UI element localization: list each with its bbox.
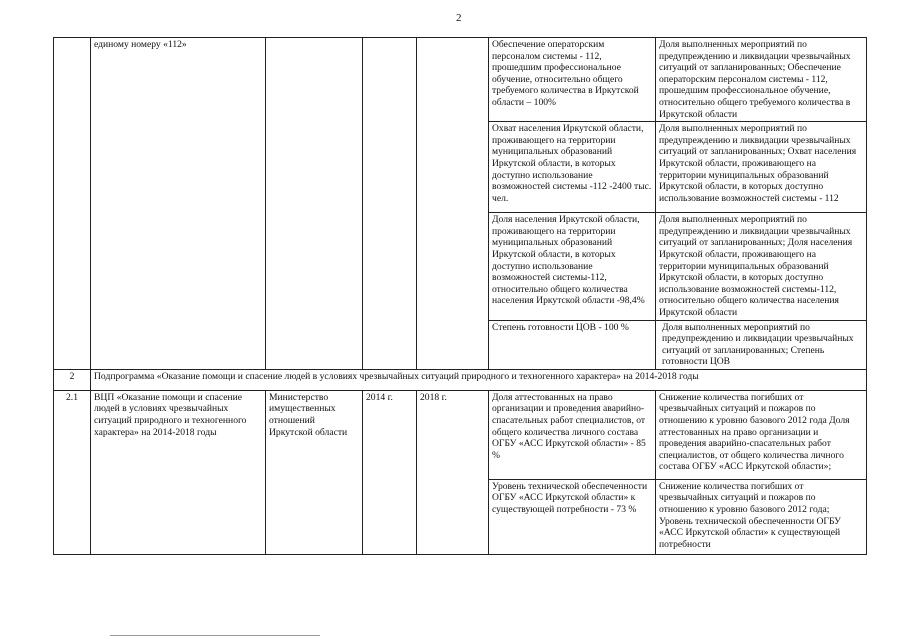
indicator-cell: Доля населения Иркутской области, проживающего на территории муниципальных образований Иркутской области, в которых доступно использование возможностей системы-112, относительно общего количества населения Иркутской области -98,4% [489,213,656,320]
indicator-cell: Доля аттестованных на право организации и проведения аварийно-спасательных работ специалистов, от общего количества личного состава ОГБУ «АСС Иркутской области» - 85 % [489,390,656,479]
subprogram-title-cell: Подпрограмма «Оказание помощи и спасение людей в условиях чрезвычайных ситуаций природного и техногенного характера» на 2014-2018 годы [91,369,867,390]
indicator-cell: Уровень технической обеспеченности ОГБУ «АСС Иркутской области» к существующей потребности - 73 % [489,479,656,554]
measure-name-cell: единому номеру «112» [91,38,266,370]
program-table [53,37,867,555]
start-cell [363,38,417,370]
table-row [54,38,867,122]
result-cell: Доля выполненных мероприятий по предупреждению и ликвидации чрезвычайных ситуаций от запланированных; Доля населения Иркутской области, проживающего на территории муниципальных образований Иркутской области, в которых доступно использование возможностей системы-112, относительно общего количества населения Иркутской области [656,213,867,320]
table-row [54,390,867,479]
result-cell: Доля выполненных мероприятий по предупреждению и ликвидации чрезвычайных ситуаций от запланированных; Степень готовности ЦОВ [656,320,867,369]
executor-cell [266,38,363,370]
end-cell: 2018 г. [417,390,489,554]
row-number-cell: 2.1 [54,390,91,554]
executor-cell: Министерство имущественных отношений Иркутской области [266,390,363,554]
scan-artifact [110,635,320,639]
result-cell: Снижение количества погибших от чрезвычайных ситуаций и пожаров по отношению к уровню базового 2012 года Доля аттестованных на право организации и проведения аварийно-спасательных работ специалистов, от общего количества личного состава ОГБУ «АСС Иркутской области»; [656,390,867,479]
end-cell [417,38,489,370]
page-number: 2 [456,12,462,24]
result-cell: Снижение количества погибших от чрезвычайных ситуаций и пожаров по отношению к уровню базового 2012 года; Уровень технической обеспеченности ОГБУ «АСС Иркутской области» к существующей потребности [656,479,867,554]
indicator-cell: Степень готовности ЦОВ - 100 % [489,320,656,369]
table-row [54,369,867,390]
result-cell: Доля выполненных мероприятий по предупреждению и ликвидации чрезвычайных ситуаций от запланированных; Обеспечение операторским персоналом системы - 112, прошедшим профессиональное обучение, относительно общего требуемого количества в Иркутской области [656,38,867,122]
row-number-cell [54,38,91,370]
indicator-cell: Обеспечение операторским персоналом системы - 112, прошедшим профессиональное обучение, относительно общего требуемого количества в Иркутской области – 100% [489,38,656,122]
result-cell: Доля выполненных мероприятий по предупреждению и ликвидации чрезвычайных ситуаций от запланированных; Охват населения Иркутской области, проживающего на территории муниципальных образований Иркутской области, в которых доступно использование возможностей системы - 112 [656,122,867,213]
indicator-cell: Охват населения Иркутской области, проживающего на территории муниципальных образований Иркутской области, в которых доступно использование возможностей системы -112 -2400 тыс. чел. [489,122,656,213]
measure-name-cell: ВЦП «Оказание помощи и спасение людей в условиях чрезвычайных ситуаций природного и техногенного характера» на 2014-2018 годы [91,390,266,554]
start-cell: 2014 г. [363,390,417,554]
row-number-cell: 2 [54,369,91,390]
